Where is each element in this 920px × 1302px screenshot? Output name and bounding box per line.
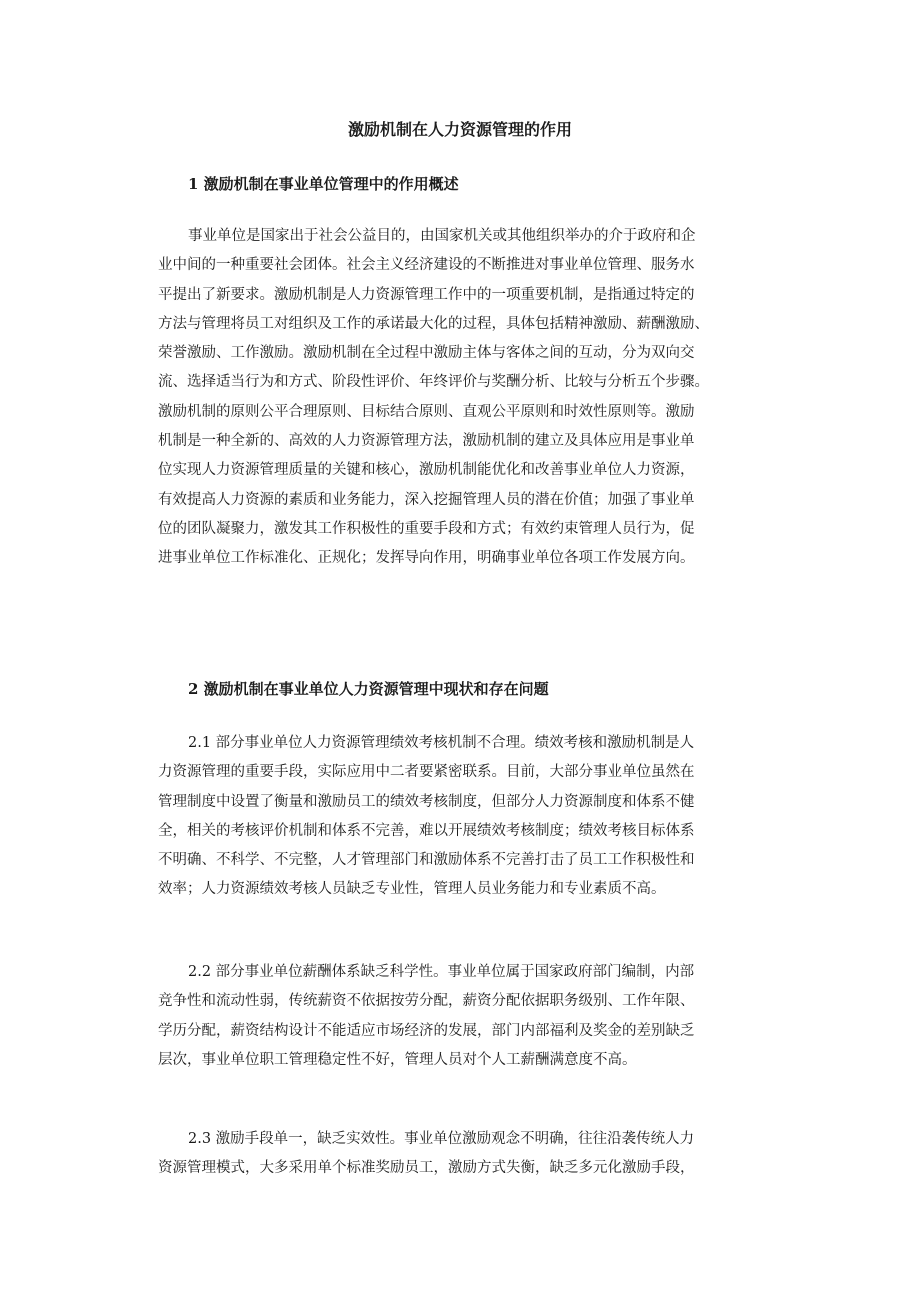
paragraph-line: 荣誉激励、工作激励。激励机制在全过程中激励主体与客体之间的互动，分为双向交 (158, 345, 695, 362)
paragraph-line: 事业单位是国家出于社会公益目的，由国家机关或其他组织举办的介于政府和企 (188, 228, 696, 244)
section-2-3-paragraph (158, 1125, 778, 1184)
paragraph-line: 竞争性和流动性弱，传统薪资不依据按劳分配，薪资分配依据职务级别、工作年限、 (158, 993, 695, 1010)
paragraph-line: 2.3 激励手段单一，缺乏实效性。事业单位激励观念不明确，往往沿袭传统人力 (188, 1131, 695, 1147)
paragraph-line: 激励机制的原则公平合理原则、目标结合原则、直观公平原则和时效性原则等。激励 (158, 403, 695, 420)
paragraph-line: 方法与管理将员工对组织及工作的承诺最大化的过程，具体包括精神激励、薪酬激励、 (158, 315, 709, 332)
paragraph-line: 层次，事业单位职工管理稳定性不好，管理人员对个人工薪酬满意度不高。 (158, 1051, 637, 1068)
section-1-heading: 1 激励机制在事业单位管理中的作用概述 (188, 175, 459, 193)
section-1-paragraph (158, 222, 778, 574)
paragraph-line: 有效提高人力资源的素质和业务能力，深入挖掘管理人员的潜在价值；加强了事业单 (158, 491, 695, 508)
paragraph-line: 资源管理模式，大多采用单个标准奖励员工，激励方式失衡，缺乏多元化激励手段， (158, 1160, 695, 1177)
paragraph-line: 2.2 部分事业单位薪酬体系缺乏科学性。事业单位属于国家政府部门编制，内部 (188, 964, 695, 980)
section-2-heading: 2 激励机制在事业单位人力资源管理中现状和存在问题 (188, 680, 549, 698)
paragraph-line: 平提出了新要求。激励机制是人力资源管理工作中的一项重要机制，是指通过特定的 (158, 286, 695, 303)
paragraph-line: 进事业单位工作标准化、正规化；发挥导向作用，明确事业单位各项工作发展方向。 (158, 550, 695, 567)
paragraph-line: 机制是一种全新的、高效的人力资源管理方法，激励机制的建立及具体应用是事业单 (158, 433, 695, 450)
paragraph-line: 不明确、不科学、不完整，人才管理部门和激励体系不完善打击了员工工作积极性和 (158, 852, 695, 869)
paragraph-line: 流、选择适当行为和方式、阶段性评价、年终评价与奖酬分析、比较与分析五个步骤。 (158, 374, 709, 391)
section-2-2-paragraph (158, 958, 778, 1075)
section-2-1-paragraph (158, 729, 778, 905)
paragraph-line: 位实现人力资源管理质量的关键和核心，激励机制能优化和改善事业单位人力资源， (158, 462, 695, 479)
paragraph-line: 力资源管理的重要手段，实际应用中二者要紧密联系。目前，大部分事业单位虽然在 (158, 764, 695, 781)
paragraph-line: 2.1 部分事业单位人力资源管理绩效考核机制不合理。绩效考核和激励机制是人 (188, 735, 695, 751)
paragraph-line: 效率；人力资源绩效考核人员缺乏专业性，管理人员业务能力和专业素质不高。 (158, 881, 666, 898)
document-title: 激励机制在人力资源管理的作用 (347, 120, 572, 139)
paragraph-line: 学历分配，薪资结构设计不能适应市场经济的发展，部门内部福利及奖金的差别缺乏 (158, 1022, 695, 1039)
paragraph-line: 全，相关的考核评价机制和体系不完善，难以开展绩效考核制度；绩效考核目标体系 (158, 822, 695, 839)
paragraph-line: 位的团队凝聚力，激发其工作积极性的重要手段和方式；有效约束管理人员行为，促 (158, 520, 695, 537)
paragraph-line: 管理制度中设置了衡量和激励员工的绩效考核制度，但部分人力资源制度和体系不健 (158, 793, 695, 810)
paragraph-line: 业中间的一种重要社会团体。社会主义经济建设的不断推进对事业单位管理、服务水 (158, 257, 695, 274)
